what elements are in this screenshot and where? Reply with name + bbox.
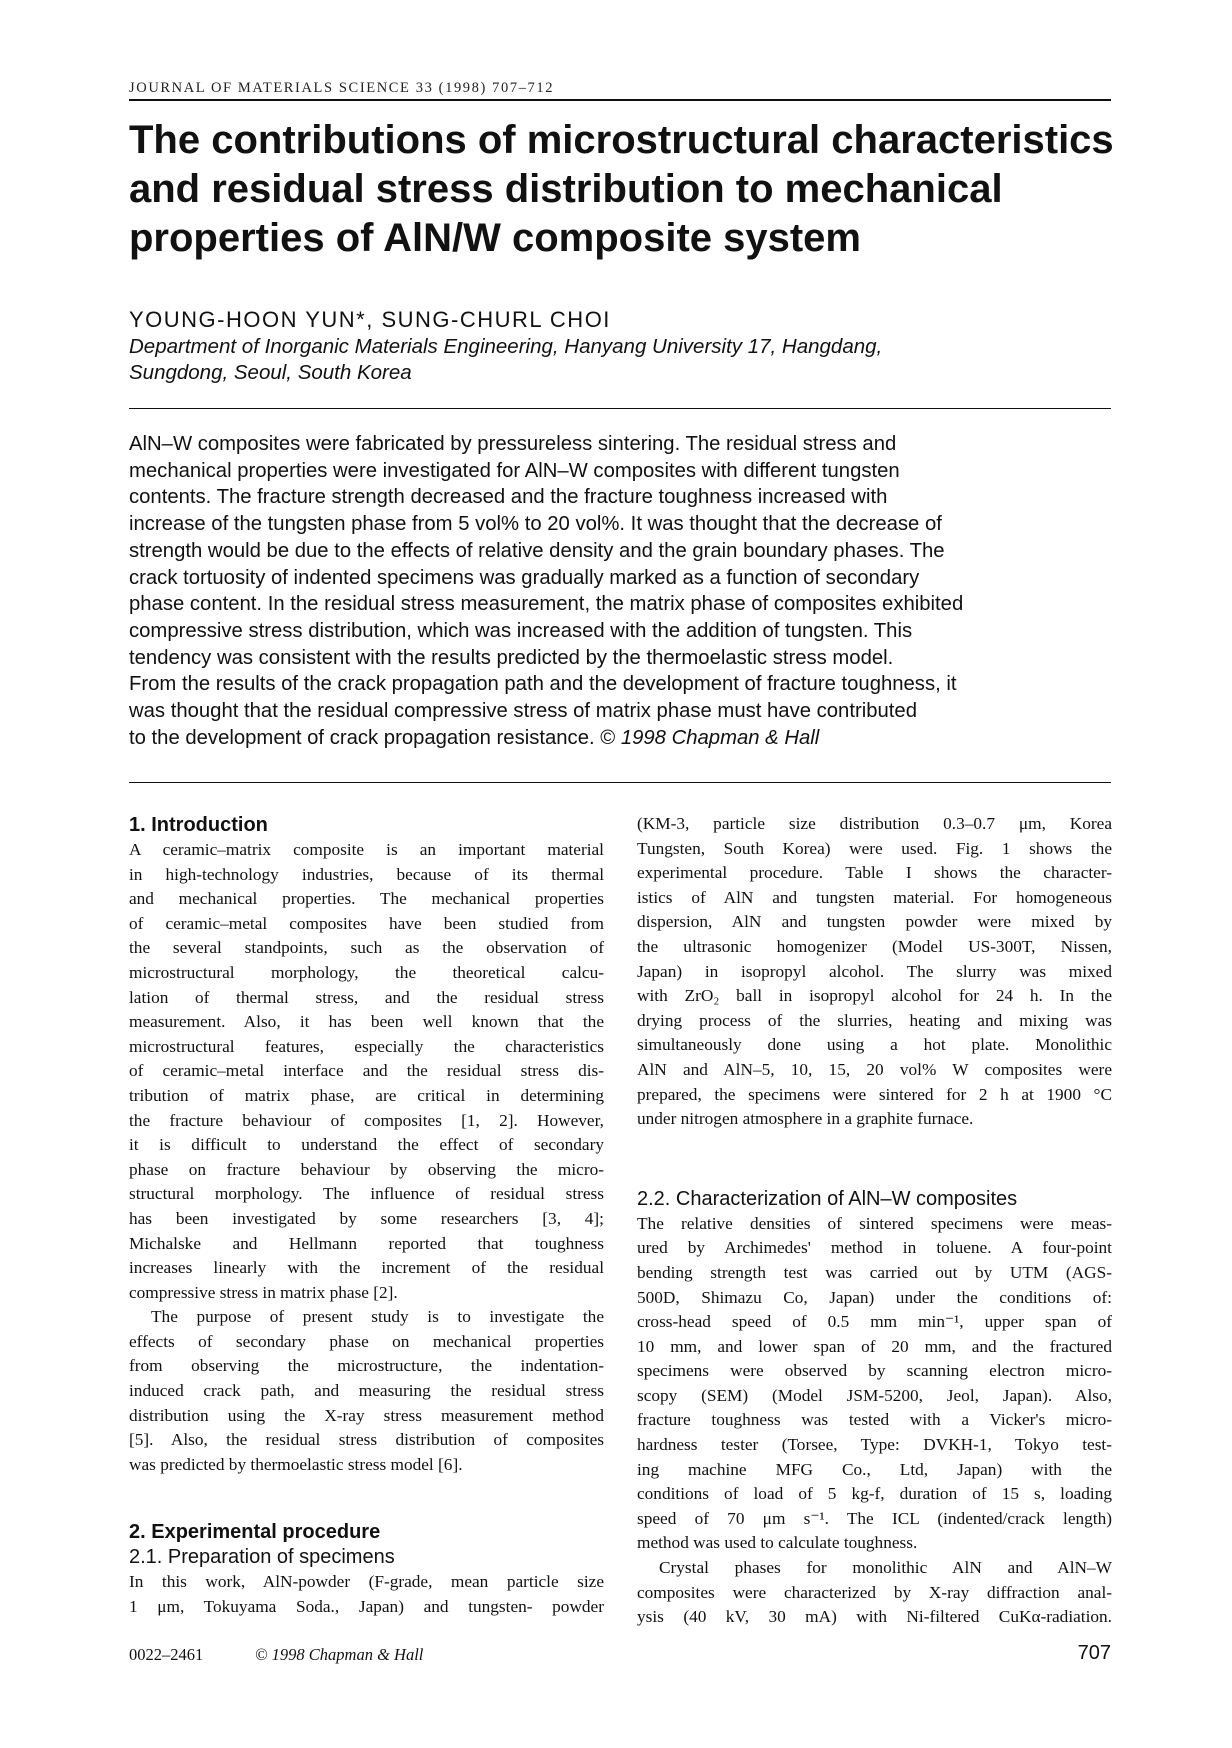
abstract-line: increase of the tungsten phase from 5 vol% to 20 vol%. It was thought that the decrease of (129, 513, 942, 536)
text-line: of ceramic–metal interface and the residual stress dis- (129, 1061, 604, 1081)
abstract-line: mechanical properties were investigated for AlN–W composites with different tungsten (129, 459, 900, 482)
text-line: The relative densities of sintered specimens were meas- (637, 1213, 1112, 1233)
intro-paragraph-1 (129, 838, 604, 1305)
subsection-heading-preparation: 2.1. Preparation of specimens (129, 1546, 395, 1569)
abstract-line: From the results of the crack propagation path and the development of fracture toughness, it (129, 673, 957, 696)
text-line: fracture toughness was tested with a Vicker's micro- (637, 1410, 1112, 1430)
abstract-last-text: to the development of crack propagation resistance. © (129, 726, 616, 749)
text-line: simultaneously done using a hot plate. Monolithic (637, 1035, 1112, 1055)
preparation-paragraph (637, 812, 1112, 1132)
text-line: structural morphology. The influence of residual stress (129, 1184, 604, 1204)
authors: YOUNG-HOON YUN*, SUNG-CHURL CHOI (129, 307, 611, 332)
text-line: in high-technology industries, because of its thermal (129, 864, 604, 884)
text-line: compressive stress in matrix phase [2]. (129, 1282, 398, 1302)
abstract-bottom-rule (129, 782, 1111, 783)
text-line: induced crack path, and measuring the residual stress (129, 1381, 604, 1401)
text-line: In this work, AlN-powder (F-grade, mean particle size (129, 1572, 604, 1592)
text-line: ured by Archimedes' method in toluene. A four-point (637, 1238, 1112, 1258)
text-line: of ceramic–metal composites have been studied from (129, 913, 604, 933)
text-line: composites were characterized by X-ray diffraction anal- (637, 1582, 1112, 1602)
text-line: phase on fracture behaviour by observing the micro- (129, 1159, 604, 1179)
text-line: bending strength test was carried out by UTM (AGS- (637, 1262, 1112, 1282)
abstract-line: phase content. In the residual stress measurement, the matrix phase of composites exhibited (129, 593, 964, 616)
text-line: (KM-3, particle size distribution 0.3–0.7 μm, Korea (637, 814, 1112, 833)
characterization-paragraph-1 (637, 1212, 1112, 1556)
abstract (129, 431, 1111, 751)
subsection-heading-characterization: 2.2. Characterization of AlN–W composites (637, 1187, 1018, 1210)
text-line: lation of thermal stress, and the residual stress (129, 987, 604, 1007)
text-line: conditions of load of 5 kg-f, duration of 15 s, loading (637, 1484, 1112, 1504)
section-spacer (637, 1132, 1112, 1187)
text-line: hardness tester (Torsee, Type: DVKH-1, Tokyo test- (637, 1435, 1112, 1455)
section-spacer (129, 1477, 604, 1519)
journal-header: JOURNAL OF MATERIALS SCIENCE 33 (1998) 707–712 (129, 80, 555, 96)
text-line: specimens were observed by scanning electron micro- (637, 1361, 1112, 1381)
text-line: it is difficult to understand the effect of secondary (129, 1135, 604, 1155)
text-line: Michalske and Hellmann reported that toughness (129, 1233, 604, 1253)
abstract-line: was thought that the residual compressive stress of matrix phase must have contributed (129, 700, 917, 723)
text-line: tribution of matrix phase, are critical in determining (129, 1085, 604, 1105)
affiliation-line: Sungdong, Seoul, South Korea (129, 361, 412, 384)
text-line: [5]. Also, the residual stress distribution of composites (129, 1430, 604, 1450)
text-line: Japan) in isopropyl alcohol. The slurry was mixed (637, 961, 1112, 981)
title-line: and residual stress distribution to mechanical (129, 167, 1003, 211)
text-line: under nitrogen atmosphere in a graphite furnace. (637, 1109, 974, 1129)
header-rule (129, 99, 1111, 101)
text-line: prepared, the specimens were sintered for 2 h at 1900 °C (637, 1084, 1112, 1104)
text-line: was predicted by thermoelastic stress model [6]. (129, 1454, 463, 1474)
text-line: drying process of the slurries, heating and mixing was (637, 1010, 1112, 1030)
footer-copyright: © 1998 Chapman & Hall (255, 1645, 424, 1664)
abstract-line: AlN–W composites were fabricated by pressureless sintering. The residual stress and (129, 433, 897, 455)
title-line: properties of AlN/W composite system (129, 216, 861, 260)
text-line: 500D, Shimazu Co, Japan) under the conditions of: (637, 1287, 1112, 1307)
abstract-line: crack tortuosity of indented specimens was gradually marked as a function of secondary (129, 566, 920, 589)
characterization-paragraph-2 (637, 1556, 1112, 1630)
text-line: increases linearly with the increment of the residual (129, 1258, 604, 1278)
text-line: Crystal phases for monolithic AlN and AlN–W (659, 1558, 1112, 1578)
text-line: speed of 70 μm s⁻¹. The ICL (indented/crack length) (637, 1508, 1112, 1528)
text-line: microstructural features, especially the characteristics (129, 1036, 604, 1056)
right-column (637, 812, 1112, 1630)
section-heading-introduction: 1. Introduction (129, 814, 268, 836)
text-line: the fracture behaviour of composites [1, 2]. However, (129, 1110, 604, 1130)
text-line: 10 mm, and lower span of 20 mm, and the fractured (637, 1336, 1112, 1356)
text-line: cross-head speed of 0.5 mm min⁻¹, upper span of (637, 1312, 1112, 1332)
text-line: the several standpoints, such as the observation of (129, 938, 604, 958)
affiliation-line: Department of Inorganic Materials Engineering, Hanyang University 17, Hangdang, (129, 335, 883, 358)
text-line: with ZrO₂ ball in isopropyl alcohol for 24 h. In the (637, 986, 1112, 1006)
abstract-top-rule (129, 408, 1111, 409)
footer-issn: 0022–2461 (129, 1645, 204, 1664)
affiliation (129, 334, 882, 386)
left-column (129, 812, 604, 1620)
text-line: A ceramic–matrix composite is an important material (129, 840, 604, 859)
title-line: The contributions of microstructural characteristics (129, 118, 1114, 162)
text-line: ing machine MFG Co., Ltd, Japan) with the (637, 1459, 1112, 1479)
text-line: distribution using the X-ray stress measurement method (129, 1405, 604, 1425)
abstract-line: tendency was consistent with the results predicted by the thermoelastic stress model. (129, 646, 894, 669)
text-line: and mechanical properties. The mechanical properties (129, 889, 604, 909)
text-line: measurement. Also, it has been well known that the (129, 1012, 604, 1032)
abstract-last-line (129, 725, 1111, 752)
abstract-copyright: 1998 Chapman & Hall (615, 726, 820, 749)
page-number: 707 (1077, 1642, 1111, 1664)
abstract-line: strength would be due to the effects of relative density and the grain boundary phases. The (129, 539, 945, 562)
text-line: scopy (SEM) (Model JSM-5200, Jeol, Japan). Also, (637, 1385, 1112, 1405)
abstract-line: contents. The fracture strength decreased and the fracture toughness increased with (129, 486, 888, 509)
intro-paragraph-2 (129, 1305, 604, 1477)
text-line: Tungsten, South Korea) were used. Fig. 1 shows the (637, 838, 1112, 858)
abstract-line: compressive stress distribution, which was increased with the addition of tungsten. This (129, 619, 913, 642)
text-line: has been investigated by some researchers [3, 4]; (129, 1208, 604, 1228)
text-line: ysis (40 kV, 30 mA) with Ni-filtered CuKα-radiation. (637, 1607, 1112, 1627)
text-line: from observing the microstructure, the indentation- (129, 1356, 604, 1376)
text-line: 1 μm, Tokuyama Soda., Japan) and tungsten- powder (129, 1597, 604, 1617)
section-heading-experimental: 2. Experimental procedure (129, 1521, 381, 1544)
text-line: istics of AlN and tungsten material. For homogeneous (637, 887, 1112, 907)
text-line: method was used to calculate toughness. (637, 1533, 918, 1553)
text-line: the ultrasonic homogenizer (Model US-300T, Nissen, (637, 936, 1112, 956)
text-line: AlN and AlN–5, 10, 15, 20 vol% W composites were (637, 1059, 1112, 1079)
text-line: effects of secondary phase on mechanical properties (129, 1331, 604, 1351)
text-line: The purpose of present study is to investigate the (151, 1307, 604, 1327)
text-line: experimental procedure. Table I shows the character- (637, 863, 1112, 883)
paper-title (129, 116, 1119, 263)
text-line: dispersion, AlN and tungsten powder were mixed by (637, 912, 1112, 932)
text-line: microstructural morphology, the theoretical calcu- (129, 962, 604, 982)
